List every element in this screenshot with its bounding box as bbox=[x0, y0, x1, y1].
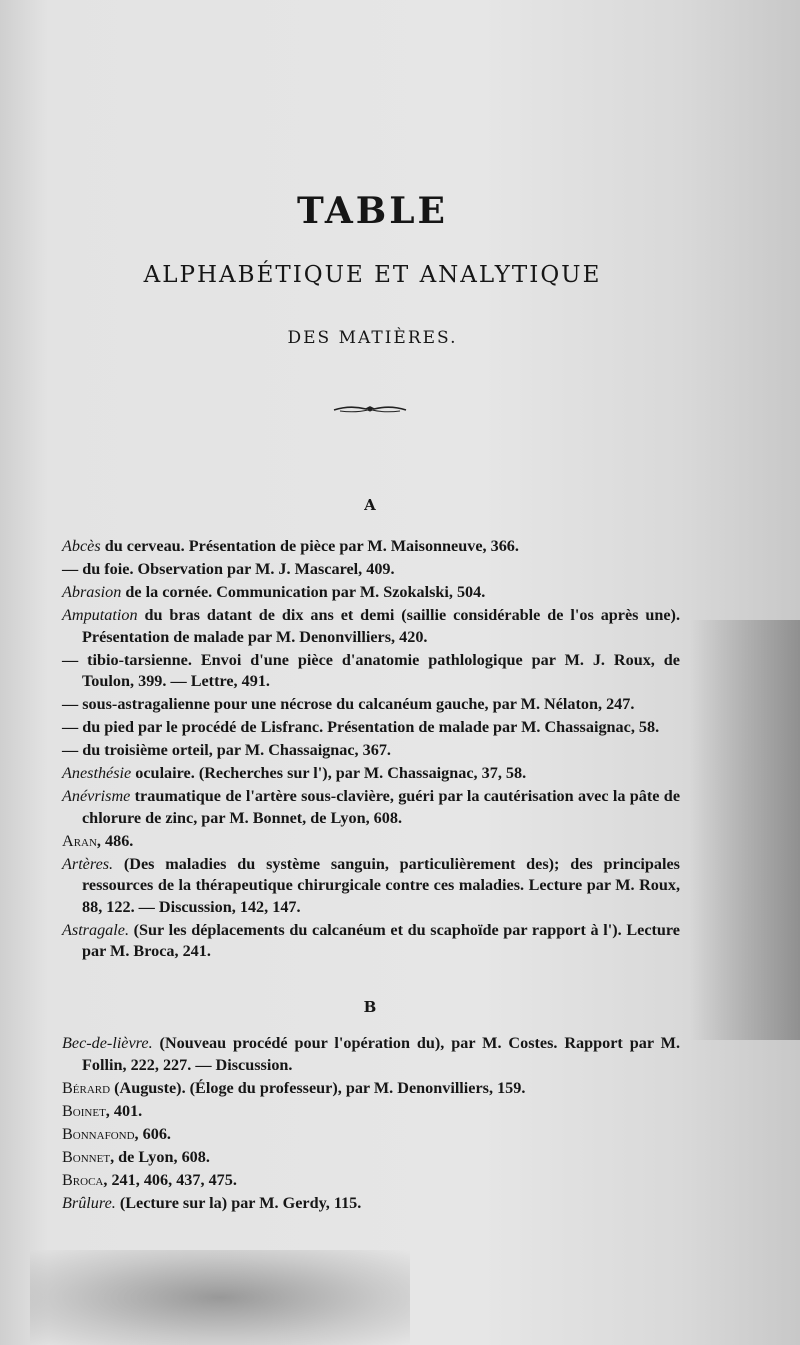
entry-text: (Auguste). (Éloge du professeur), par M. Denonvilliers, 159. bbox=[110, 1078, 526, 1097]
ornament-divider bbox=[330, 402, 410, 416]
page-title: TABLE bbox=[297, 190, 448, 232]
section-b-entries bbox=[62, 1033, 680, 1216]
index-entry bbox=[62, 605, 680, 648]
index-entry bbox=[62, 920, 680, 963]
entry-text: (Lecture sur la) par M. Gerdy, 115. bbox=[115, 1193, 362, 1212]
entry-heading: Anesthésie bbox=[62, 764, 132, 782]
index-entry bbox=[62, 763, 680, 785]
entry-text: oculaire. (Recherches sur l'), par M. Chassaignac, 37, 58. bbox=[131, 764, 527, 782]
section-letter-a: A bbox=[364, 496, 376, 514]
index-entry bbox=[62, 536, 680, 558]
entry-text: de la cornée. Communication par M. Szokalski, 504. bbox=[121, 583, 486, 601]
entry-text: , 401. bbox=[105, 1101, 143, 1120]
entry-heading: Bérard bbox=[62, 1078, 111, 1097]
entry-text: — du troisième orteil, par M. Chassaignac, 367. bbox=[62, 741, 391, 759]
section-a-entries bbox=[62, 536, 680, 964]
entry-heading: Bonnet bbox=[62, 1147, 111, 1166]
entry-heading: Brûlure. bbox=[62, 1193, 116, 1212]
entry-text: , 241, 406, 437, 475. bbox=[103, 1170, 237, 1189]
index-entry bbox=[62, 786, 680, 829]
entry-text: traumatique de l'artère sous-clavière, guéri par la cautérisation avec la pâte de chlorure de zinc, par M. Bonnet, de Lyon, 608. bbox=[82, 787, 680, 827]
index-entry bbox=[62, 1033, 680, 1076]
entry-text: (Des maladies du système sanguin, particulièrement des); des principales ressources de la thérapeutique chirurgicale contre ces maladies. Lecture par M. Roux, 88, 122. — Discussion, 142, 147. bbox=[82, 854, 680, 916]
entry-heading: Anévrisme bbox=[62, 787, 131, 805]
index-entry bbox=[62, 831, 680, 853]
page-shadow-bottom bbox=[30, 1250, 410, 1345]
entry-text: — du foie. Observation par M. J. Mascarel, 409. bbox=[62, 560, 395, 578]
entry-heading: Boinet bbox=[62, 1101, 106, 1120]
entry-text: — sous-astragalienne pour une nécrose du calcanéum gauche, par M. Nélaton, 247. bbox=[62, 695, 635, 713]
entry-text: — tibio-tarsienne. Envoi d'une pièce d'anatomie pathlologique par M. J. Roux, de Toulon, 399. — Lettre, 491. bbox=[62, 650, 680, 690]
entry-heading: Aran bbox=[62, 831, 97, 850]
section-letter-b: B bbox=[363, 998, 377, 1016]
entry-text: , 606. bbox=[134, 1124, 171, 1143]
entry-text: (Sur les déplacements du calcanéum et du scaphoïde par rapport à l'). Lecture par M. Broca, 241. bbox=[82, 920, 680, 960]
index-entry bbox=[62, 740, 680, 762]
entry-text: — du pied par le procédé de Lisfranc. Présentation de malade par M. Chassaignac, 58. bbox=[62, 718, 660, 736]
entry-heading: Amputation bbox=[62, 606, 138, 624]
entry-text: (Nouveau procédé pour l'opération du), par M. Costes. Rapport par M. Follin, 222, 227. — Discussion. bbox=[82, 1034, 680, 1074]
index-entry bbox=[62, 1078, 680, 1100]
index-entry bbox=[62, 559, 680, 581]
entry-heading: Bec-de-lièvre. bbox=[62, 1034, 153, 1052]
entry-heading: Broca bbox=[62, 1170, 104, 1189]
entry-heading: Artères. bbox=[62, 854, 114, 873]
entry-text: du cerveau. Présentation de pièce par M. Maisonneuve, 366. bbox=[100, 537, 519, 555]
index-entry bbox=[62, 1101, 680, 1123]
page-subsubtitle: DES MATIÈRES. bbox=[287, 328, 458, 348]
index-entry bbox=[62, 854, 680, 919]
entry-heading: Abrasion bbox=[62, 583, 122, 601]
index-entry bbox=[62, 582, 680, 604]
page-shadow-right bbox=[690, 620, 800, 1040]
entry-heading: Astragale. bbox=[62, 920, 129, 939]
entry-heading: Abcès bbox=[62, 537, 101, 555]
index-entry bbox=[62, 1124, 680, 1146]
index-entry bbox=[62, 717, 680, 739]
index-entry bbox=[62, 1170, 680, 1192]
page-subtitle: ALPHABÉTIQUE ET ANALYTIQUE bbox=[143, 262, 602, 288]
index-entry bbox=[62, 1193, 680, 1215]
index-entry bbox=[62, 1147, 680, 1169]
index-entry bbox=[62, 650, 680, 693]
index-entry bbox=[62, 694, 680, 716]
entry-text: , 486. bbox=[96, 831, 134, 850]
entry-text: , de Lyon, 608. bbox=[110, 1147, 210, 1166]
entry-text: du bras datant de dix ans et demi (saillie considérable de l'os après une). Présentation de malade par M. Denonvilliers, 420. bbox=[82, 606, 680, 646]
entry-heading: Bonnafond bbox=[62, 1124, 135, 1143]
